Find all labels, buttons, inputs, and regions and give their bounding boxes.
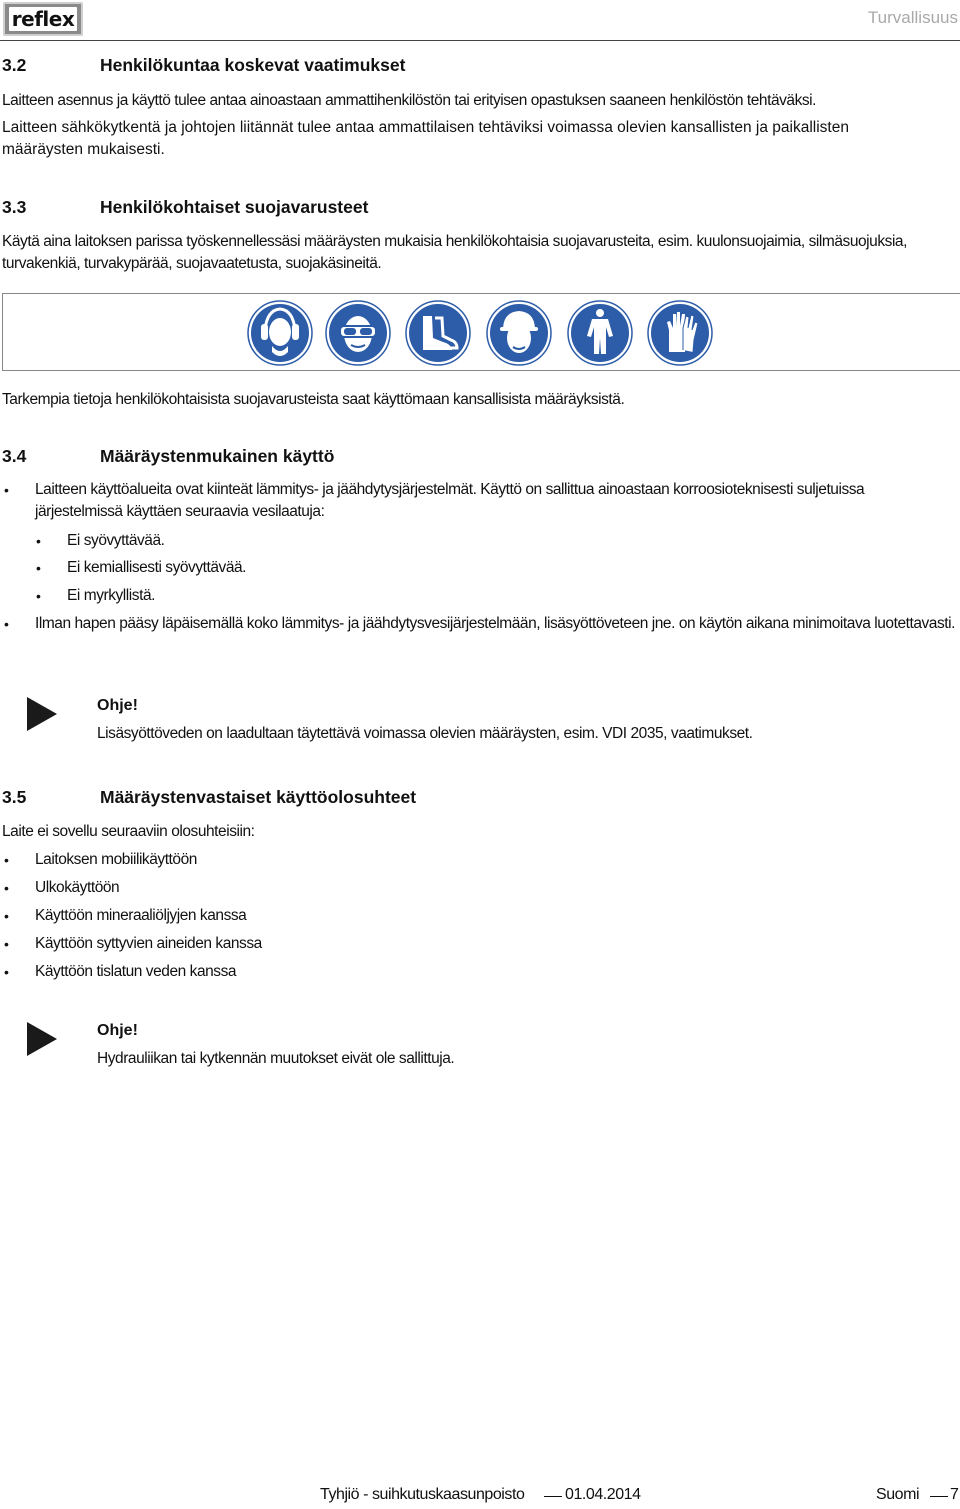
- safety-gloves-icon: [647, 300, 713, 366]
- condition-item-1: Laitoksen mobiilikäyttöön: [35, 851, 197, 868]
- bullet-marker: •: [4, 482, 9, 498]
- note-2-text: Hydrauliikan tai kytkennän muutokset eivät ole sallittuja.: [97, 1050, 455, 1067]
- section-3-3-para-1: Käytä aina laitoksen parissa työskennellessäsi määräysten mukaisia henkilökohtaisia suojavarusteita, esim. kuulonsuojaimia, silmäsuojuksia, turvakenkiä, turvakypärää, suojavaatetusta, suojakäsineitä.: [2, 233, 907, 272]
- safety-boots-icon: [405, 300, 471, 366]
- hard-hat-icon: [486, 300, 552, 366]
- footer-dash: [930, 1496, 948, 1497]
- ppe-pictogram-panel: [2, 293, 960, 371]
- bullet-marker: •: [4, 880, 9, 896]
- logo-text: reflex: [11, 7, 75, 31]
- section-3-2-title: Henkilökuntaa koskevat vaatimukset: [100, 55, 406, 75]
- section-3-4-number: 3.4: [2, 446, 27, 466]
- bullet-marker: •: [4, 908, 9, 924]
- water-quality-item-3: Ei myrkyllistä.: [67, 587, 155, 604]
- section-label: Turvallisuus: [867, 8, 958, 27]
- section-3-4-bullet-2: Ilman hapen pääsy läpäisemällä koko lämmitys- ja jäähdytysvesijärjestelmään, lisäsyöttöveteen jne. on käytön aikana minimoitava luotettavasti.: [35, 615, 955, 632]
- condition-item-3: Käyttöön mineraaliöljyjen kanssa: [35, 907, 247, 924]
- note-arrow-icon: [27, 1022, 57, 1056]
- note-1-text: Lisäsyöttöveden on laadultaan täytettävä voimassa olevien määräysten, esim. VDI 2035, vaatimukset.: [97, 725, 753, 742]
- section-3-2-para-1: Laitteen asennus ja käyttö tulee antaa ainoastaan ammattihenkilöstön tai erityisen opastuksen saaneen henkilöstön tehtäväksi.: [2, 92, 817, 109]
- section-3-5-title: Määräystenvastaiset käyttöolosuhteet: [100, 787, 417, 807]
- water-quality-item-1: Ei syövyttävää.: [67, 532, 165, 549]
- condition-item-4: Käyttöön syttyvien aineiden kanssa: [35, 935, 262, 952]
- section-3-2-number: 3.2: [2, 55, 27, 75]
- bullet-marker: •: [4, 964, 9, 980]
- ear-protection-icon: [247, 300, 313, 366]
- footer-date: 01.04.2014: [565, 1486, 641, 1503]
- footer-language: Suomi: [876, 1486, 920, 1503]
- bullet-marker: •: [4, 936, 9, 952]
- safety-goggles-icon: [325, 300, 391, 366]
- bullet-marker: •: [36, 533, 41, 549]
- header-divider: [0, 40, 960, 41]
- protective-clothing-icon: [567, 300, 633, 366]
- water-quality-item-2: Ei kemiallisesti syövyttävää.: [67, 559, 247, 576]
- section-3-4-title: Määräystenmukainen käyttö: [100, 446, 335, 466]
- section-3-3-title: Henkilökohtaiset suojavarusteet: [100, 197, 369, 217]
- section-3-2-para-2: Laitteen sähkökytkentä ja johtojen liitännät tulee antaa ammattilaisen tehtäviksi voimassa olevien kansallisten ja paikallisten määräysten mukaisesti.: [2, 119, 849, 158]
- section-3-4-bullet-1: Laitteen käyttöalueita ovat kiinteät lämmitys- ja jäähdytysjärjestelmät. Käyttö on sallittua ainoastaan korroosioteknisesti suljetuissa järjestelmissä käyttäen seuraavia vesilaatuja:: [35, 481, 865, 520]
- footer-dash: [544, 1496, 562, 1497]
- note-arrow-icon: [27, 697, 57, 731]
- footer-page-number: 7: [950, 1486, 959, 1503]
- section-3-3-number: 3.3: [2, 197, 27, 217]
- note-1-title: Ohje!: [97, 697, 138, 714]
- bullet-marker: •: [36, 560, 41, 576]
- section-3-5-number: 3.5: [2, 787, 27, 807]
- condition-item-2: Ulkokäyttöön: [35, 879, 120, 896]
- bullet-marker: •: [36, 588, 41, 604]
- footer-doc-title: Tyhjiö - suihkutuskaasunpoisto: [320, 1486, 525, 1503]
- bullet-marker: •: [4, 852, 9, 868]
- note-2-title: Ohje!: [97, 1022, 138, 1039]
- condition-item-5: Käyttöön tislatun veden kanssa: [35, 963, 237, 980]
- reflex-logo: [3, 2, 83, 36]
- bullet-marker: •: [4, 616, 9, 632]
- section-3-3-para-2: Tarkempia tietoja henkilökohtaisista suojavarusteista saat käyttömaan kansallisista määräyksistä.: [2, 391, 625, 408]
- section-3-5-intro: Laite ei sovellu seuraaviin olosuhteisiin:: [2, 823, 255, 840]
